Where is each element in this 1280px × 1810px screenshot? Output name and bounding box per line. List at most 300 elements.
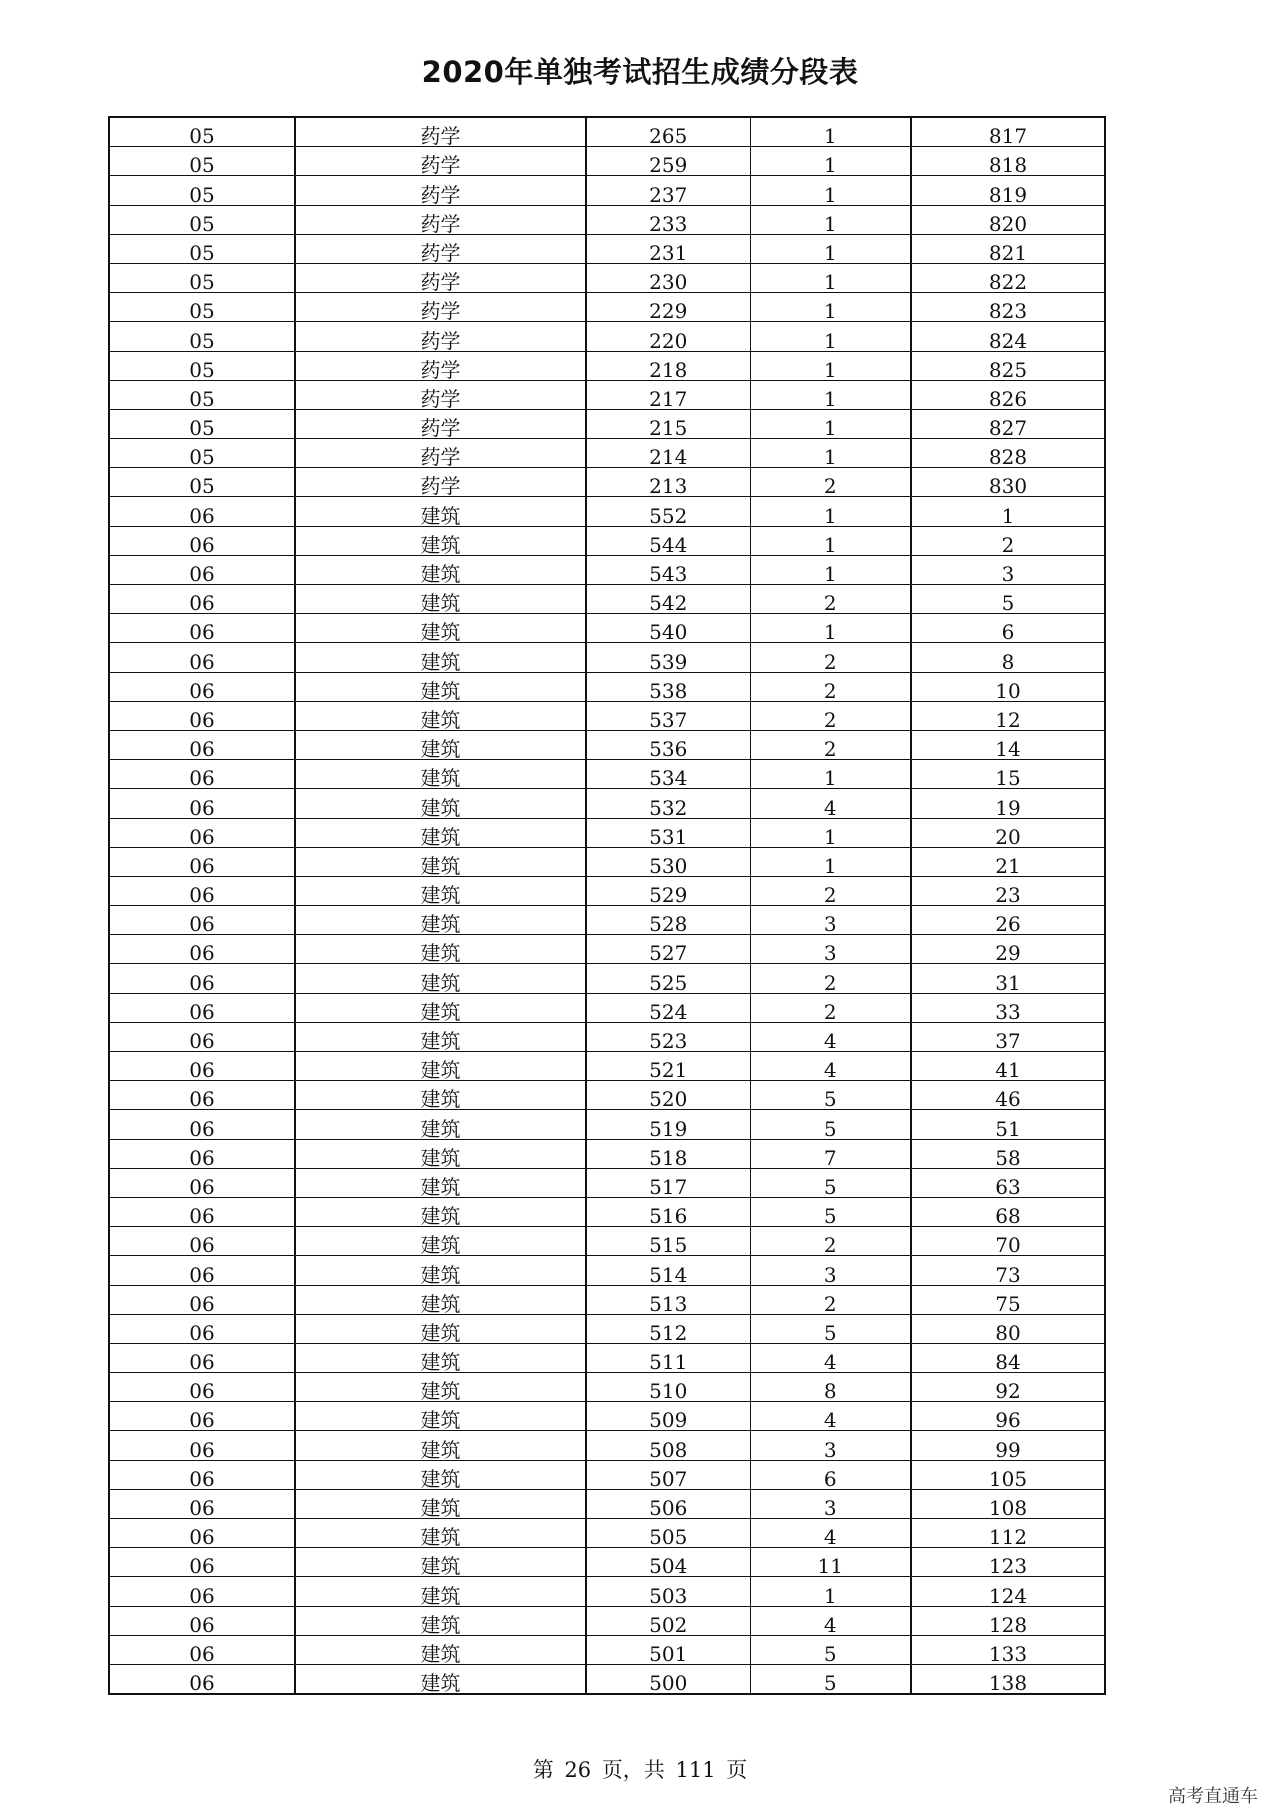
score-cell: 544 — [586, 526, 750, 555]
table-row — [109, 468, 1105, 497]
count-cell: 1 — [750, 760, 911, 789]
score-cell: 503 — [586, 1577, 750, 1606]
count-cell: 1 — [750, 322, 911, 351]
category-code-cell: 05 — [109, 468, 295, 497]
count-cell: 1 — [750, 293, 911, 322]
table-row — [109, 760, 1105, 789]
category-code-cell: 05 — [109, 234, 295, 263]
score-cell: 230 — [586, 263, 750, 292]
count-cell: 8 — [750, 1373, 911, 1402]
cumulative-cell: 827 — [911, 409, 1105, 438]
score-cell: 509 — [586, 1402, 750, 1431]
category-code-cell: 06 — [109, 643, 295, 672]
table-row — [109, 117, 1105, 147]
score-cell: 505 — [586, 1519, 750, 1548]
table-row — [109, 351, 1105, 380]
major-cell: 建筑 — [295, 1052, 586, 1081]
category-code-cell: 05 — [109, 322, 295, 351]
table-row — [109, 1664, 1105, 1694]
page-title: 2020年单独考试招生成绩分段表 — [421, 55, 859, 89]
category-code-cell: 06 — [109, 1285, 295, 1314]
table-row — [109, 1022, 1105, 1051]
table-row — [109, 1314, 1105, 1343]
category-code-cell: 06 — [109, 876, 295, 905]
table-row — [109, 497, 1105, 526]
major-cell: 建筑 — [295, 585, 586, 614]
table-row — [109, 993, 1105, 1022]
cumulative-cell: 5 — [911, 585, 1105, 614]
count-cell: 2 — [750, 585, 911, 614]
table-row — [109, 1285, 1105, 1314]
category-code-cell: 06 — [109, 701, 295, 730]
cumulative-cell: 820 — [911, 205, 1105, 234]
major-cell: 药学 — [295, 439, 586, 468]
category-code-cell: 06 — [109, 847, 295, 876]
score-cell: 508 — [586, 1431, 750, 1460]
table-row — [109, 1052, 1105, 1081]
major-cell: 建筑 — [295, 672, 586, 701]
cumulative-cell: 824 — [911, 322, 1105, 351]
category-code-cell: 06 — [109, 1489, 295, 1518]
cumulative-cell: 33 — [911, 993, 1105, 1022]
count-cell: 1 — [750, 351, 911, 380]
count-cell: 4 — [750, 789, 911, 818]
score-cell: 536 — [586, 730, 750, 759]
table-row — [109, 1577, 1105, 1606]
category-code-cell: 06 — [109, 906, 295, 935]
cumulative-cell: 99 — [911, 1431, 1105, 1460]
major-cell: 建筑 — [295, 1402, 586, 1431]
count-cell: 1 — [750, 147, 911, 176]
score-cell: 525 — [586, 964, 750, 993]
count-cell: 1 — [750, 555, 911, 584]
table-row — [109, 935, 1105, 964]
table-row — [109, 847, 1105, 876]
table-row — [109, 818, 1105, 847]
cumulative-cell: 2 — [911, 526, 1105, 555]
category-code-cell: 05 — [109, 439, 295, 468]
major-cell: 建筑 — [295, 1343, 586, 1372]
category-code-cell: 06 — [109, 1256, 295, 1285]
table-row — [109, 439, 1105, 468]
category-code-cell: 05 — [109, 409, 295, 438]
major-cell: 药学 — [295, 205, 586, 234]
table-row — [109, 1402, 1105, 1431]
major-cell: 建筑 — [295, 730, 586, 759]
table-row — [109, 1373, 1105, 1402]
cumulative-cell: 14 — [911, 730, 1105, 759]
category-code-cell: 06 — [109, 1227, 295, 1256]
major-cell: 药学 — [295, 176, 586, 205]
score-cell: 530 — [586, 847, 750, 876]
score-cell: 515 — [586, 1227, 750, 1256]
category-code-cell: 06 — [109, 1548, 295, 1577]
cumulative-cell: 29 — [911, 935, 1105, 964]
count-cell: 5 — [750, 1635, 911, 1664]
score-cell: 500 — [586, 1664, 750, 1694]
table-row — [109, 1256, 1105, 1285]
table-row — [109, 643, 1105, 672]
cumulative-cell: 124 — [911, 1577, 1105, 1606]
cumulative-cell: 819 — [911, 176, 1105, 205]
count-cell: 1 — [750, 234, 911, 263]
score-cell: 521 — [586, 1052, 750, 1081]
score-cell: 215 — [586, 409, 750, 438]
cumulative-cell: 108 — [911, 1489, 1105, 1518]
category-code-cell: 06 — [109, 935, 295, 964]
cumulative-cell: 19 — [911, 789, 1105, 818]
major-cell: 建筑 — [295, 1548, 586, 1577]
score-cell: 524 — [586, 993, 750, 1022]
cumulative-cell: 75 — [911, 1285, 1105, 1314]
count-cell: 1 — [750, 176, 911, 205]
count-cell: 4 — [750, 1402, 911, 1431]
score-cell: 217 — [586, 380, 750, 409]
count-cell: 2 — [750, 876, 911, 905]
table-row — [109, 1519, 1105, 1548]
count-cell: 3 — [750, 1489, 911, 1518]
category-code-cell: 06 — [109, 730, 295, 759]
count-cell: 1 — [750, 117, 911, 147]
category-code-cell: 06 — [109, 555, 295, 584]
major-cell: 建筑 — [295, 993, 586, 1022]
score-cell: 517 — [586, 1168, 750, 1197]
cumulative-cell: 818 — [911, 147, 1105, 176]
category-code-cell: 06 — [109, 1343, 295, 1372]
cumulative-cell: 828 — [911, 439, 1105, 468]
count-cell: 2 — [750, 964, 911, 993]
score-cell: 532 — [586, 789, 750, 818]
score-cell: 213 — [586, 468, 750, 497]
major-cell: 药学 — [295, 263, 586, 292]
cumulative-cell: 63 — [911, 1168, 1105, 1197]
table-row — [109, 322, 1105, 351]
score-cell: 543 — [586, 555, 750, 584]
major-cell: 建筑 — [295, 1256, 586, 1285]
count-cell: 11 — [750, 1548, 911, 1577]
major-cell: 建筑 — [295, 1139, 586, 1168]
score-cell: 539 — [586, 643, 750, 672]
major-cell: 建筑 — [295, 1577, 586, 1606]
table-row — [109, 614, 1105, 643]
category-code-cell: 05 — [109, 380, 295, 409]
count-cell: 3 — [750, 935, 911, 964]
score-cell: 518 — [586, 1139, 750, 1168]
table-body — [109, 117, 1105, 1694]
category-code-cell: 06 — [109, 1052, 295, 1081]
cumulative-cell: 37 — [911, 1022, 1105, 1051]
score-cell: 214 — [586, 439, 750, 468]
score-cell: 265 — [586, 117, 750, 147]
table-row — [109, 789, 1105, 818]
major-cell: 建筑 — [295, 526, 586, 555]
count-cell: 5 — [750, 1110, 911, 1139]
score-cell: 220 — [586, 322, 750, 351]
cumulative-cell: 41 — [911, 1052, 1105, 1081]
count-cell: 1 — [750, 818, 911, 847]
count-cell: 5 — [750, 1314, 911, 1343]
cumulative-cell: 817 — [911, 117, 1105, 147]
cumulative-cell: 10 — [911, 672, 1105, 701]
category-code-cell: 06 — [109, 1431, 295, 1460]
table-row — [109, 1227, 1105, 1256]
count-cell: 2 — [750, 643, 911, 672]
table-row — [109, 409, 1105, 438]
category-code-cell: 06 — [109, 1460, 295, 1489]
category-code-cell: 05 — [109, 263, 295, 292]
major-cell: 建筑 — [295, 818, 586, 847]
count-cell: 1 — [750, 263, 911, 292]
major-cell: 药学 — [295, 117, 586, 147]
count-cell: 4 — [750, 1343, 911, 1372]
cumulative-cell: 123 — [911, 1548, 1105, 1577]
major-cell: 药学 — [295, 322, 586, 351]
major-cell: 建筑 — [295, 614, 586, 643]
table-row — [109, 1197, 1105, 1226]
score-cell: 501 — [586, 1635, 750, 1664]
count-cell: 3 — [750, 1431, 911, 1460]
table-row — [109, 701, 1105, 730]
count-cell: 1 — [750, 409, 911, 438]
count-cell: 5 — [750, 1197, 911, 1226]
major-cell: 建筑 — [295, 906, 586, 935]
major-cell: 建筑 — [295, 1489, 586, 1518]
category-code-cell: 06 — [109, 789, 295, 818]
category-code-cell: 06 — [109, 1402, 295, 1431]
count-cell: 2 — [750, 672, 911, 701]
score-cell: 237 — [586, 176, 750, 205]
score-cell: 523 — [586, 1022, 750, 1051]
score-cell: 511 — [586, 1343, 750, 1372]
cumulative-cell: 826 — [911, 380, 1105, 409]
category-code-cell: 06 — [109, 614, 295, 643]
score-cell: 519 — [586, 1110, 750, 1139]
table-row — [109, 1635, 1105, 1664]
score-cell: 507 — [586, 1460, 750, 1489]
category-code-cell: 06 — [109, 1635, 295, 1664]
category-code-cell: 06 — [109, 1606, 295, 1635]
category-code-cell: 06 — [109, 497, 295, 526]
major-cell: 建筑 — [295, 1314, 586, 1343]
count-cell: 7 — [750, 1139, 911, 1168]
category-code-cell: 06 — [109, 585, 295, 614]
category-code-cell: 05 — [109, 351, 295, 380]
score-cell: 538 — [586, 672, 750, 701]
count-cell: 2 — [750, 1285, 911, 1314]
major-cell: 药学 — [295, 380, 586, 409]
score-cell: 513 — [586, 1285, 750, 1314]
category-code-cell: 06 — [109, 1022, 295, 1051]
count-cell: 5 — [750, 1168, 911, 1197]
category-code-cell: 06 — [109, 1519, 295, 1548]
cumulative-cell: 825 — [911, 351, 1105, 380]
major-cell: 建筑 — [295, 497, 586, 526]
table-row — [109, 1110, 1105, 1139]
table-row — [109, 526, 1105, 555]
category-code-cell: 05 — [109, 205, 295, 234]
score-cell: 537 — [586, 701, 750, 730]
count-cell: 2 — [750, 1227, 911, 1256]
count-cell: 1 — [750, 614, 911, 643]
major-cell: 建筑 — [295, 1168, 586, 1197]
count-cell: 2 — [750, 993, 911, 1022]
cumulative-cell: 26 — [911, 906, 1105, 935]
table-row — [109, 730, 1105, 759]
table-row — [109, 147, 1105, 176]
cumulative-cell: 1 — [911, 497, 1105, 526]
table-row — [109, 1460, 1105, 1489]
category-code-cell: 05 — [109, 293, 295, 322]
count-cell: 3 — [750, 906, 911, 935]
count-cell: 1 — [750, 497, 911, 526]
score-cell: 502 — [586, 1606, 750, 1635]
count-cell: 2 — [750, 701, 911, 730]
cumulative-cell: 92 — [911, 1373, 1105, 1402]
category-code-cell: 05 — [109, 117, 295, 147]
cumulative-cell: 823 — [911, 293, 1105, 322]
count-cell: 2 — [750, 730, 911, 759]
major-cell: 建筑 — [295, 1635, 586, 1664]
category-code-cell: 06 — [109, 993, 295, 1022]
major-cell: 建筑 — [295, 1022, 586, 1051]
table-row — [109, 1431, 1105, 1460]
category-code-cell: 06 — [109, 1373, 295, 1402]
score-cell: 528 — [586, 906, 750, 935]
count-cell: 4 — [750, 1022, 911, 1051]
table-row — [109, 1343, 1105, 1372]
cumulative-cell: 821 — [911, 234, 1105, 263]
cumulative-cell: 138 — [911, 1664, 1105, 1694]
major-cell: 建筑 — [295, 876, 586, 905]
score-cell: 552 — [586, 497, 750, 526]
count-cell: 5 — [750, 1081, 911, 1110]
score-cell: 520 — [586, 1081, 750, 1110]
cumulative-cell: 12 — [911, 701, 1105, 730]
score-cell: 527 — [586, 935, 750, 964]
score-cell: 529 — [586, 876, 750, 905]
major-cell: 药学 — [295, 293, 586, 322]
major-cell: 建筑 — [295, 1197, 586, 1226]
score-distribution-table — [108, 116, 1106, 1695]
score-cell: 510 — [586, 1373, 750, 1402]
major-cell: 药学 — [295, 234, 586, 263]
table-row — [109, 1489, 1105, 1518]
count-cell: 1 — [750, 205, 911, 234]
major-cell: 建筑 — [295, 1431, 586, 1460]
major-cell: 建筑 — [295, 964, 586, 993]
count-cell: 3 — [750, 1256, 911, 1285]
table-row — [109, 293, 1105, 322]
score-cell: 504 — [586, 1548, 750, 1577]
major-cell: 药学 — [295, 468, 586, 497]
major-cell: 药学 — [295, 351, 586, 380]
cumulative-cell: 128 — [911, 1606, 1105, 1635]
cumulative-cell: 8 — [911, 643, 1105, 672]
page-number: 第 26 页，共 111 页 — [532, 1758, 748, 1782]
score-cell: 531 — [586, 818, 750, 847]
major-cell: 建筑 — [295, 1285, 586, 1314]
score-cell: 516 — [586, 1197, 750, 1226]
cumulative-cell: 105 — [911, 1460, 1105, 1489]
count-cell: 1 — [750, 380, 911, 409]
category-code-cell: 06 — [109, 1139, 295, 1168]
cumulative-cell: 96 — [911, 1402, 1105, 1431]
count-cell: 4 — [750, 1519, 911, 1548]
table-row — [109, 1139, 1105, 1168]
count-cell: 1 — [750, 1577, 911, 1606]
table-row — [109, 263, 1105, 292]
cumulative-cell: 6 — [911, 614, 1105, 643]
category-code-cell: 05 — [109, 176, 295, 205]
cumulative-cell: 3 — [911, 555, 1105, 584]
major-cell: 建筑 — [295, 1081, 586, 1110]
score-cell: 229 — [586, 293, 750, 322]
score-cell: 514 — [586, 1256, 750, 1285]
table-row — [109, 585, 1105, 614]
major-cell: 建筑 — [295, 935, 586, 964]
cumulative-cell: 46 — [911, 1081, 1105, 1110]
major-cell: 建筑 — [295, 847, 586, 876]
category-code-cell: 05 — [109, 147, 295, 176]
major-cell: 建筑 — [295, 701, 586, 730]
count-cell: 2 — [750, 468, 911, 497]
count-cell: 1 — [750, 526, 911, 555]
table-row — [109, 672, 1105, 701]
category-code-cell: 06 — [109, 1664, 295, 1694]
count-cell: 4 — [750, 1606, 911, 1635]
cumulative-cell: 822 — [911, 263, 1105, 292]
table-row — [109, 176, 1105, 205]
cumulative-cell: 68 — [911, 1197, 1105, 1226]
table-row — [109, 876, 1105, 905]
cumulative-cell: 830 — [911, 468, 1105, 497]
major-cell: 建筑 — [295, 1110, 586, 1139]
table-row — [109, 1606, 1105, 1635]
table-row — [109, 1168, 1105, 1197]
table-row — [109, 906, 1105, 935]
score-cell: 542 — [586, 585, 750, 614]
table-row — [109, 1548, 1105, 1577]
category-code-cell: 06 — [109, 1577, 295, 1606]
table-row — [109, 1081, 1105, 1110]
score-cell: 231 — [586, 234, 750, 263]
cumulative-cell: 51 — [911, 1110, 1105, 1139]
major-cell: 建筑 — [295, 1227, 586, 1256]
cumulative-cell: 23 — [911, 876, 1105, 905]
major-cell: 建筑 — [295, 760, 586, 789]
score-cell: 540 — [586, 614, 750, 643]
cumulative-cell: 20 — [911, 818, 1105, 847]
table-row — [109, 555, 1105, 584]
major-cell: 建筑 — [295, 789, 586, 818]
cumulative-cell: 31 — [911, 964, 1105, 993]
table-row — [109, 205, 1105, 234]
cumulative-cell: 70 — [911, 1227, 1105, 1256]
major-cell: 建筑 — [295, 1460, 586, 1489]
count-cell: 5 — [750, 1664, 911, 1694]
cumulative-cell: 133 — [911, 1635, 1105, 1664]
major-cell: 建筑 — [295, 1519, 586, 1548]
table-row — [109, 380, 1105, 409]
category-code-cell: 06 — [109, 1110, 295, 1139]
watermark-text: 高考直通车 — [1168, 1786, 1258, 1807]
cumulative-cell: 84 — [911, 1343, 1105, 1372]
category-code-cell: 06 — [109, 760, 295, 789]
cumulative-cell: 112 — [911, 1519, 1105, 1548]
score-cell: 218 — [586, 351, 750, 380]
count-cell: 4 — [750, 1052, 911, 1081]
major-cell: 建筑 — [295, 1373, 586, 1402]
